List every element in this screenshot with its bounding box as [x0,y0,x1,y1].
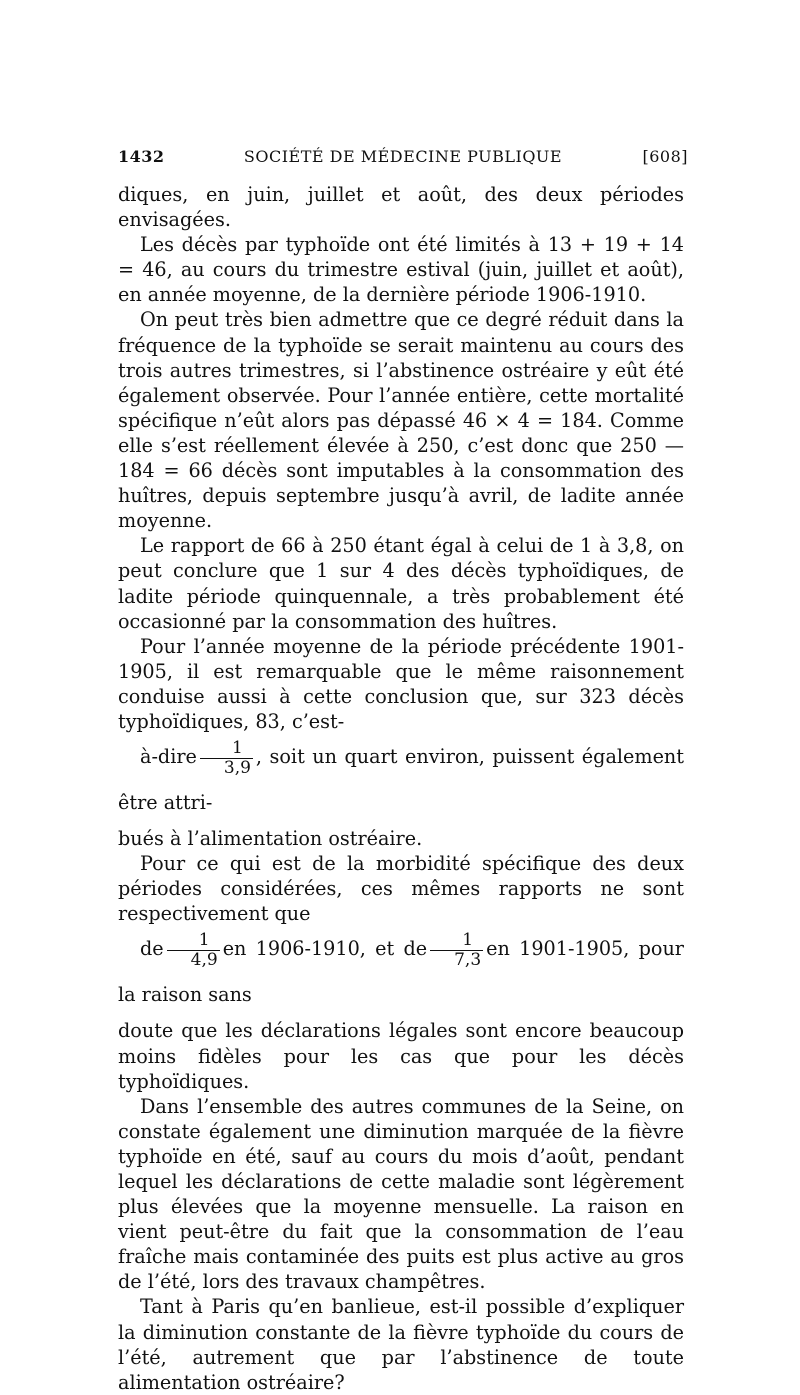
after-text: en 1901-1905, pour la raison sans [118,937,684,1007]
paragraph-2: Les décès par typhoïde ont été limités à 13 + 19 + 14 = 46, au cours du trimestre estival (juin, juillet et août), en année moyenne, de la dernière période 1906-1910. [118,233,684,307]
paragraph-5-end: bués à l’alimentation ostréaire. [118,827,423,851]
page-number: 1432 [118,147,165,166]
fraction-1-7-3 [430,931,483,970]
folio-number: [608] [642,147,688,166]
paragraph-3: On peut très bien admettre que ce degré réduit dans la fréquence de la typhoïde se serait maintenu au cours des trois autres trimestres, si l’abstinence ostréaire y eût été également observée. Pour l’année entière, cette mortalité spécifique n’eût alors pas dépassé 46 × 4 = 184. Comme elle s’est réellement élevée à 250, c’est donc que 250 — 184 = 66 décès sont imputables à la consommation des huîtres, depuis septembre jusqu’à avril, de ladite année moyenne. [118,308,684,533]
lead-text: à-dire [140,745,197,769]
paragraph-6 [118,851,684,1094]
fraction-denominator: 4,9 [167,950,220,970]
paragraph-1: diques, en juin, juillet et août, des deux périodes envisagées. [118,183,684,232]
fraction-numerator: 1 [462,929,474,950]
fraction-denominator: 3,9 [200,758,253,778]
paragraph-5-text: Pour l’année moyenne de la période précédente 1901-1905, il est remarquable que le même raisonnement conduise aussi à cette conclusion que, sur 323 décès typhoïdiques, 83, c’est- [118,634,684,733]
fraction-line [118,734,684,826]
mid-text: en 1906-1910, et de [222,937,428,961]
body-text [118,182,684,1395]
page-header [118,147,688,171]
paragraph-4: Le rapport de 66 à 250 étant égal à celui de 1 à 3,8, on peut conclure que 1 sur 4 des décès typhoïdiques, de ladite période quinquennale, a très probablement été occasionné par la consommation des huîtres. [118,534,684,633]
fraction-1-3-9 [200,739,253,778]
fraction-numerator: 1 [231,737,243,758]
fraction-line [118,926,684,1018]
paragraph-6-end: doute que les déclarations légales sont encore beaucoup moins fidèles pour les cas que pour les décès typhoïdiques. [118,1019,684,1093]
paragraph-8: Tant à Paris qu’en banlieue, est-il possible d’expliquer la diminution constante de la fièvre typhoïde du cours de l’été, autrement que par l’abstinence de toute alimentation ostréaire? [118,1295,684,1394]
running-title: SOCIÉTÉ DE MÉDECINE PUBLIQUE [243,147,563,166]
fraction-numerator: 1 [198,929,210,950]
paragraph-7: Dans l’ensemble des autres communes de la Seine, on constate également une diminution marquée de la fièvre typhoïde en été, sauf au cours du mois d’août, pendant lequel les déclarations de cette maladie sont légèrement plus élevées que la moyenne mensuelle. La raison en vient peut-être du fait que la consommation de l’eau fraîche mais contaminée des puits est plus active au gros de l’été, lors des travaux champêtres. [118,1094,684,1294]
fraction-denominator: 7,3 [430,950,483,970]
paragraph-5 [118,634,684,851]
after-fraction-text: , soit un quart environ, puissent également être attri- [118,745,684,815]
fraction-1-4-9 [167,931,220,970]
paragraph-6-text: Pour ce qui est de la morbidité spécifique des deux périodes considérées, ces mêmes rapports ne sont respectivement que [118,852,684,926]
de-text: de [140,937,164,961]
